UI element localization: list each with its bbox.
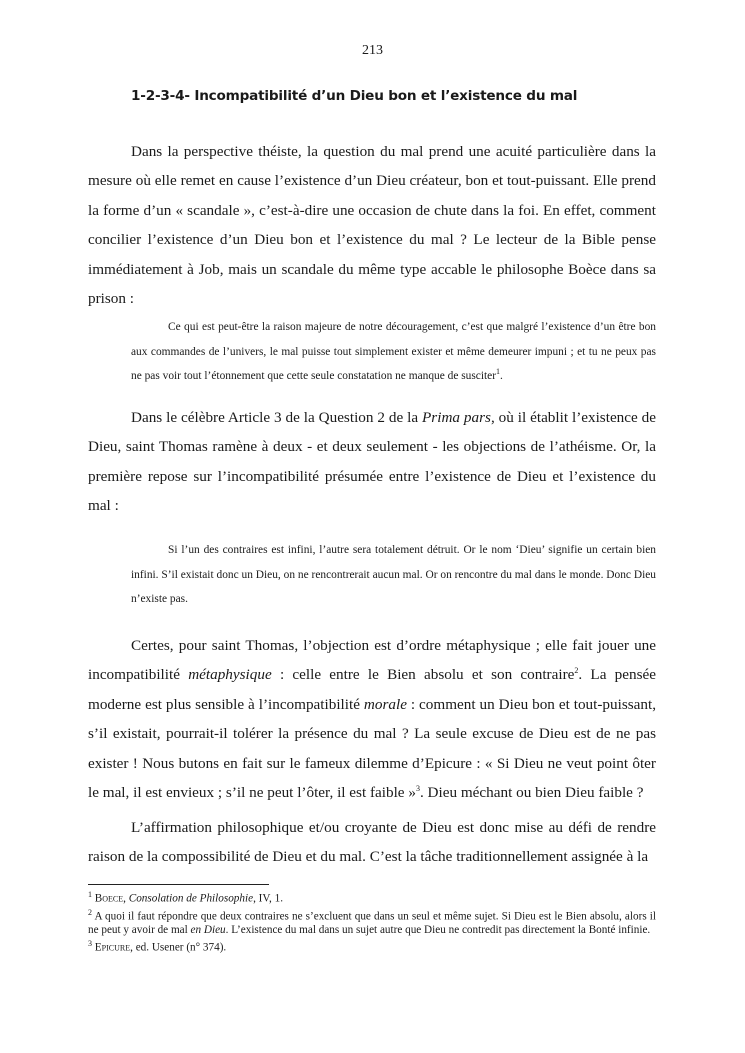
footnote-1: $^1$ Boece, Consolation de Philosophie, IV, 1. <box>88 890 284 905</box>
paragraph-3 <box>88 631 656 807</box>
footnote-ref-3: 3 <box>415 783 420 793</box>
footnote-1-author: Boece <box>94 892 124 905</box>
footnote-2-number: 2 <box>88 907 92 917</box>
footnote-divider <box>88 884 269 885</box>
footnotes <box>88 888 656 955</box>
paragraph-2-text-b: , où il établit l’existence de Dieu, saint Thomas ramène à deux - et deux seulement - les objections de l’athéisme. Or, la première repose sur l’incompatibilité présumée entre l’existence de Dieu et l’existence du mal : <box>88 409 657 515</box>
paragraph-3-text-d: : comment un Dieu bon et tout-puissant, s’il existait, pourrait-il tolérer la présence du mal ? La seule excuse de Dieu est de ne pas exister ! Nous butons en fait sur le fameux dilemme d’Epicure : « Si Dieu ne veut point ôter le mal, il est envieux ; s’il ne peut l’ôter, il est faible » <box>88 695 657 802</box>
paragraph-3-text-e: . Dieu méchant ou bien Dieu faible ? <box>419 784 644 802</box>
footnote-2-italic: en Dieu <box>190 923 226 936</box>
paragraph-2-text-a: Dans le célèbre Article 3 de la Question 2 de la <box>131 409 423 426</box>
paragraph-3-text-c: . La pensée moderne est plus sensible à l’incompatibilité <box>88 666 656 713</box>
footnote-1-title: Consolation de Philosophie <box>128 892 254 905</box>
paragraph-3-text-a: Certes, pour saint Thomas, l’objection est d’ordre métaphysique ; elle fait jouer une incompatibilité <box>88 637 656 684</box>
footnote-2-text-a: A quoi il faut répondre que deux contraires ne s’excluent que dans un seul et même sujet. Si Dieu est le Bien absolu, alors il ne peut y avoir de mal <box>88 910 656 936</box>
block-quote-boece <box>131 315 656 389</box>
paragraph-3-text-b: : celle entre le Bien absolu et son contraire <box>271 666 575 684</box>
footnote-3 <box>88 937 656 955</box>
footnote-3-rest: , ed. Usener (n° 374). <box>130 941 227 954</box>
footnote-3-number: 3 <box>88 939 92 949</box>
block-quote-thomas: Si l’un des contraires est infini, l’autre sera totalement détruit. Or le nom ‘Dieu’ signifie un certain bien infini. S’il existait donc un Dieu, on ne rencontrerait aucun mal. Or on rencontre du mal dans le monde. Donc Dieu n’existe pas. <box>131 544 656 605</box>
footnote-ref-1: 1 <box>496 367 501 377</box>
section-heading: 1-2-3-4- Incompatibilité d’un Dieu bon et l’existence du mal <box>131 88 578 104</box>
footnote-1-rest: , IV, 1. <box>253 892 284 905</box>
prima-pars-italic: Prima pars <box>422 409 491 426</box>
paragraph-4: L’affirmation philosophique et/ou croyante de Dieu est donc mise au défi de rendre raison de la compossibilité de Dieu et du mal. C’est la tâche traditionnellement assignée à la <box>88 819 656 866</box>
page-number: 213 <box>362 43 383 58</box>
footnote-1-number: 1 <box>88 890 92 899</box>
metaphysique-italic: métaphysique <box>188 666 272 684</box>
footnote-2 <box>88 906 656 937</box>
paragraph-1: Dans la perspective théiste, la question du mal prend une acuité particulière dans la mesure où elle remet en cause l’existence d’un Dieu créateur, bon et tout-puissant. Elle prend la forme d’un « scandale », c’est-à-dire une occasion de chute dans la foi. En effet, comment concilier l’existence d’un Dieu bon et l’existence du mal ? Le lecteur de la Bible pense immédiatement à Job, mais un scandale du même type accable le philosophe Boèce dans sa prison : <box>88 143 656 308</box>
quote-end: . <box>500 370 503 382</box>
footnote-ref-2: 2 <box>574 666 579 676</box>
paragraph-2 <box>88 403 656 521</box>
morale-italic: morale <box>363 695 407 713</box>
footnote-3-author: Epicure <box>94 941 131 954</box>
footnote-2-text-b: . L’existence du mal dans un sujet autre que Dieu ne contredit pas directement la Bonté infinie. <box>225 923 651 936</box>
quote-text: Ce qui est peut-être la raison majeure de notre découragement, c’est que malgré l’existence d’un être bon aux commandes de l’univers, le mal puisse tout simplement exister et même demeurer impuni ; et tu ne peux pas ne pas voir tout l’étonnement que cette seule constatation ne manque de susciter <box>131 321 656 382</box>
